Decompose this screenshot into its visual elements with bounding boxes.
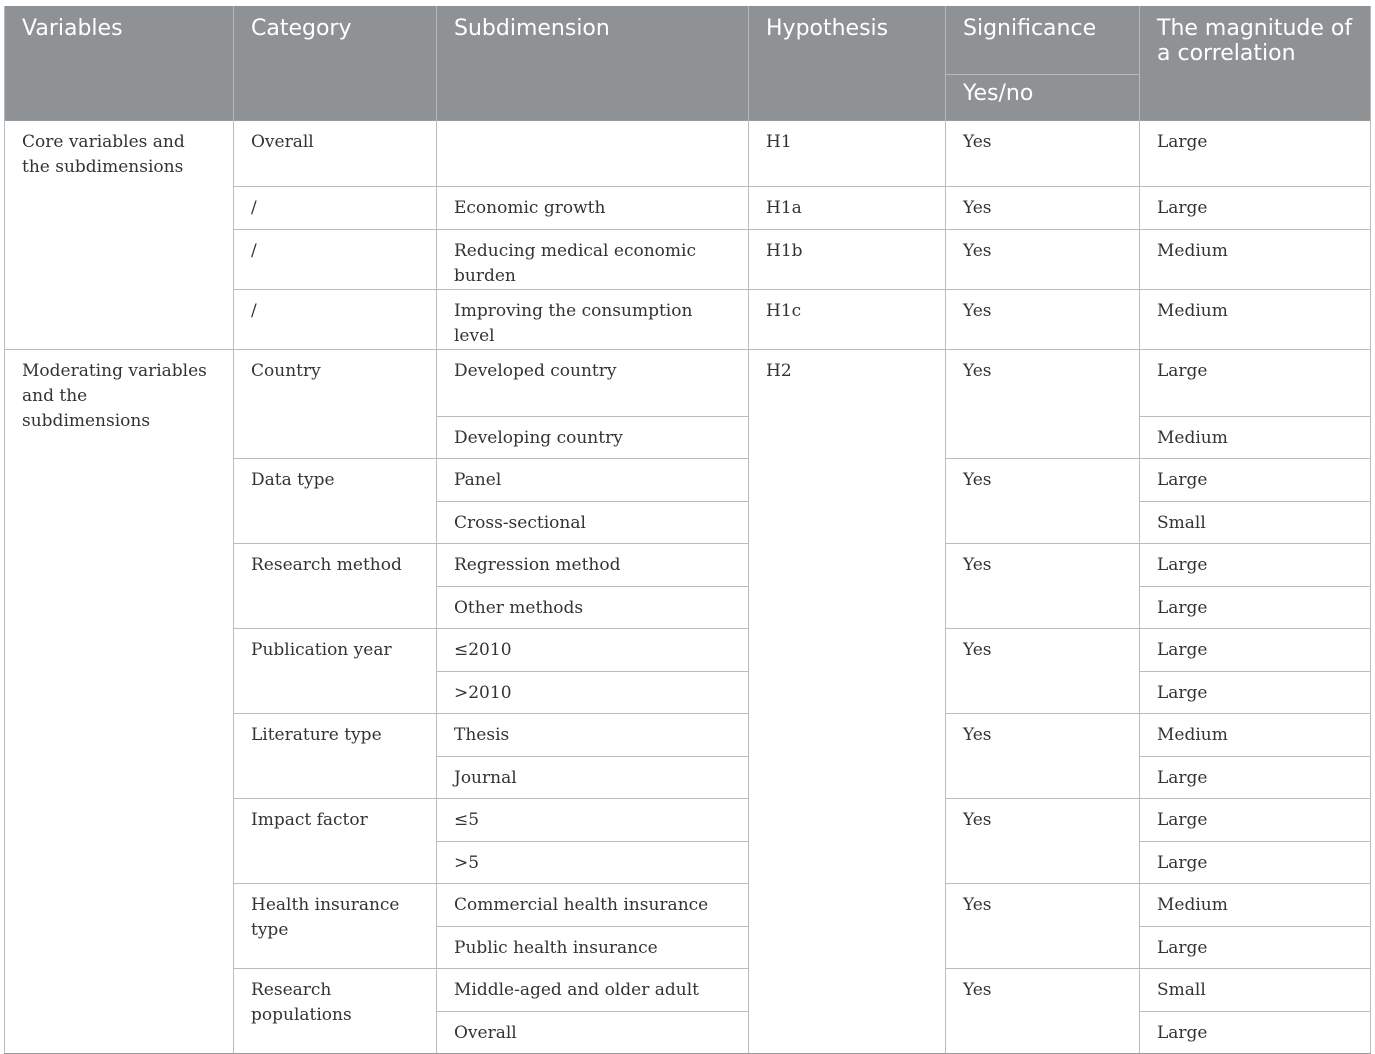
subdimension-cell: Commercial health insurance bbox=[437, 884, 749, 927]
magnitude-cell: Medium bbox=[1140, 714, 1371, 757]
hypothesis-cell: H2 bbox=[749, 349, 946, 1054]
magnitude-cell: Medium bbox=[1140, 229, 1371, 289]
subdimension-cell: Other methods bbox=[437, 586, 749, 629]
subdimension-cell: ≤5 bbox=[437, 799, 749, 842]
category-cell: Country bbox=[234, 349, 437, 459]
subdimension-cell: Journal bbox=[437, 756, 749, 799]
magnitude-cell: Large bbox=[1140, 756, 1371, 799]
subdimension-cell: >2010 bbox=[437, 671, 749, 714]
significance-cell: Yes bbox=[946, 186, 1140, 229]
magnitude-cell: Large bbox=[1140, 841, 1371, 884]
significance-cell: Yes bbox=[946, 459, 1140, 544]
subdimension-cell: >5 bbox=[437, 841, 749, 884]
magnitude-cell: Small bbox=[1140, 969, 1371, 1012]
subdimension-cell: Regression method bbox=[437, 544, 749, 587]
category-cell: / bbox=[234, 186, 437, 229]
magnitude-cell: Large bbox=[1140, 349, 1371, 416]
magnitude-cell: Large bbox=[1140, 586, 1371, 629]
subdimension-cell: ≤2010 bbox=[437, 629, 749, 672]
magnitude-cell: Large bbox=[1140, 1011, 1371, 1054]
hypothesis-cell: H1 bbox=[749, 120, 946, 186]
magnitude-cell: Large bbox=[1140, 671, 1371, 714]
subdimension-cell bbox=[437, 120, 749, 186]
subdimension-cell: Public health insurance bbox=[437, 926, 749, 969]
significance-cell: Yes bbox=[946, 349, 1140, 459]
magnitude-cell: Medium bbox=[1140, 416, 1371, 459]
category-cell: Impact factor bbox=[234, 799, 437, 884]
significance-cell: Yes bbox=[946, 229, 1140, 289]
significance-cell: Yes bbox=[946, 544, 1140, 629]
subdimension-cell: Cross-sectional bbox=[437, 501, 749, 544]
hypothesis-cell: H1c bbox=[749, 289, 946, 349]
category-cell: Publication year bbox=[234, 629, 437, 714]
category-cell: / bbox=[234, 289, 437, 349]
subdimension-cell: Developing country bbox=[437, 416, 749, 459]
header-significance: Significance bbox=[946, 6, 1140, 74]
subdimension-cell: Reducing medical economic burden bbox=[437, 229, 749, 289]
significance-cell: Yes bbox=[946, 884, 1140, 969]
category-cell: / bbox=[234, 229, 437, 289]
magnitude-cell: Large bbox=[1140, 629, 1371, 672]
subdimension-cell: Improving the consumption level bbox=[437, 289, 749, 349]
subdimension-cell: Developed country bbox=[437, 349, 749, 416]
category-cell: Research method bbox=[234, 544, 437, 629]
significance-cell: Yes bbox=[946, 289, 1140, 349]
category-cell: Overall bbox=[234, 120, 437, 186]
header-significance-yes-no: Yes/no bbox=[946, 74, 1140, 120]
magnitude-cell: Large bbox=[1140, 799, 1371, 842]
subdimension-cell: Overall bbox=[437, 1011, 749, 1054]
results-table bbox=[4, 6, 1371, 1054]
significance-cell: Yes bbox=[946, 969, 1140, 1054]
header-variables: Variables bbox=[5, 6, 234, 120]
header-hypothesis: Hypothesis bbox=[749, 6, 946, 120]
magnitude-cell: Large bbox=[1140, 186, 1371, 229]
magnitude-cell: Medium bbox=[1140, 289, 1371, 349]
table-body bbox=[5, 120, 1371, 1054]
variable-cell: Moderating variables and the subdimensions bbox=[5, 349, 234, 1054]
subdimension-cell: Middle-aged and older adult bbox=[437, 969, 749, 1012]
significance-cell: Yes bbox=[946, 629, 1140, 714]
subdimension-cell: Economic growth bbox=[437, 186, 749, 229]
magnitude-cell: Large bbox=[1140, 120, 1371, 186]
header-category: Category bbox=[234, 6, 437, 120]
hypothesis-cell: H1b bbox=[749, 229, 946, 289]
category-cell: Literature type bbox=[234, 714, 437, 799]
magnitude-cell: Large bbox=[1140, 544, 1371, 587]
significance-cell: Yes bbox=[946, 714, 1140, 799]
category-cell: Health insurance type bbox=[234, 884, 437, 969]
magnitude-cell: Medium bbox=[1140, 884, 1371, 927]
table-row bbox=[5, 120, 1371, 186]
table-header bbox=[5, 6, 1371, 120]
results-table-container bbox=[4, 6, 1370, 1054]
table-row bbox=[5, 349, 1371, 416]
hypothesis-cell: H1a bbox=[749, 186, 946, 229]
header-subdimension: Subdimension bbox=[437, 6, 749, 120]
magnitude-cell: Small bbox=[1140, 501, 1371, 544]
significance-cell: Yes bbox=[946, 799, 1140, 884]
subdimension-cell: Panel bbox=[437, 459, 749, 502]
magnitude-cell: Large bbox=[1140, 459, 1371, 502]
magnitude-cell: Large bbox=[1140, 926, 1371, 969]
category-cell: Data type bbox=[234, 459, 437, 544]
category-cell: Research populations bbox=[234, 969, 437, 1054]
variable-cell: Core variables and the subdimensions bbox=[5, 120, 234, 349]
significance-cell: Yes bbox=[946, 120, 1140, 186]
subdimension-cell: Thesis bbox=[437, 714, 749, 757]
header-magnitude: The magnitude of a correlation bbox=[1140, 6, 1371, 120]
